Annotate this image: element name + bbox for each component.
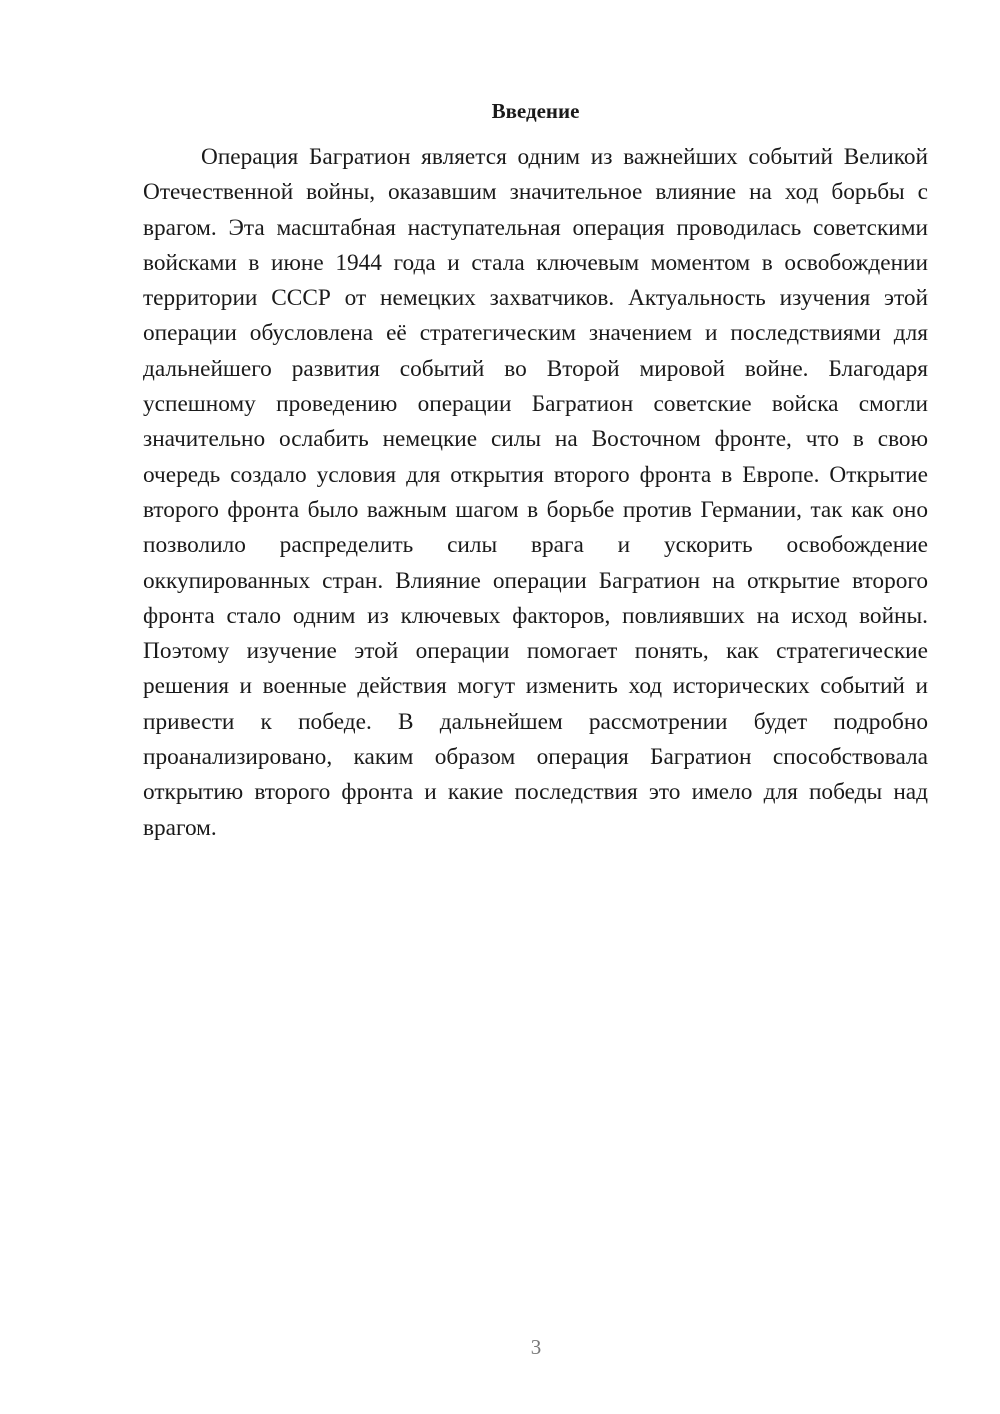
page-number: 3 [530,1335,542,1359]
section-heading: Введение [491,99,580,123]
body-paragraph: Операция Багратион является одним из важнейших событий Великой Отечественной войны, оказавшим значительное влияние на ход борьбы с врагом. Эта масштабная наступательная операция проводилась советскими войсками в июне 1944 года и стала ключевым моментом в освобождении территории СССР от немецких захватчиков. Актуальность изучения этой операции обусловлена её стратегическим значением и последствиями для дальнейшего развития событий во Второй мировой войне. Благодаря успешному проведению операции Багратион советские войска смогли значительно ослабить немецкие силы на Восточном фронте, что в свою очередь создало условия для открытия второго фронта в Европе. Открытие второго фронта было важным шагом в борьбе против Германии, так как оно позволило распределить силы врага и ускорить освобождение оккупированных стран. Влияние операции Багратион на открытие второго фронта стало одним из ключевых факторов, повлиявших на исход войны. Поэтому изучение этой операции помогает понять, как стратегические решения и военные действия могут изменить ход исторических событий и привести к победе. В дальнейшем рассмотрении будет подробно проанализировано, каким образом операция Багратион способствовала открытию второго фронта и какие последствия это имело для победы над врагом. [143,144,928,841]
